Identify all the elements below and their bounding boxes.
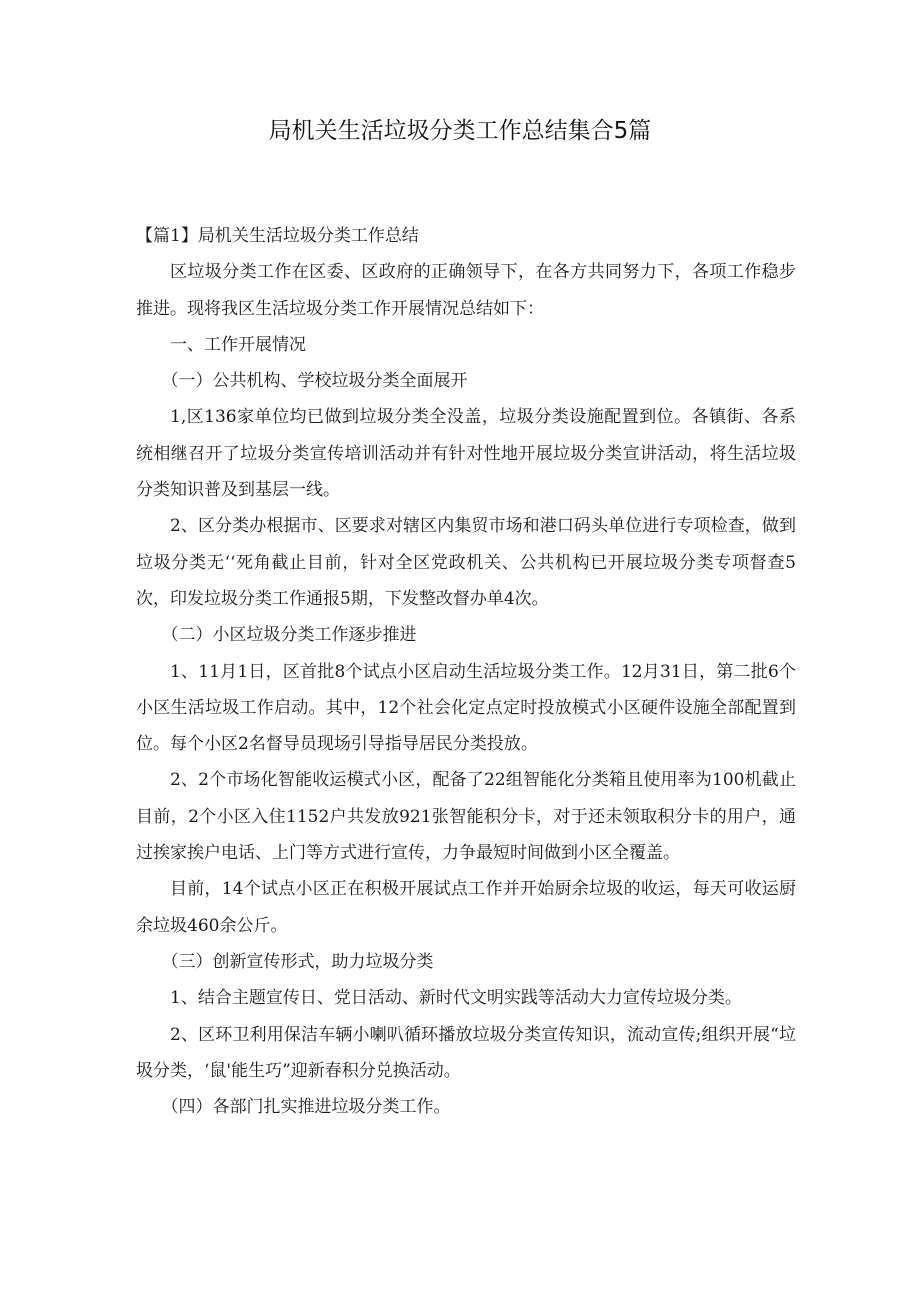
document-body <box>136 218 796 1125</box>
paragraph: 1、11月1日，区首批8个试点小区启动生活垃圾分类工作。12月31日，第二批6个小区生活垃圾工作启动。其中，12个社会化定点定时投放模式小区硬件设施全部配置到位。每个小区2名督导员现场引导指导居民分类投放。 <box>136 661 796 755</box>
document-title: 局机关生活垃圾分类工作总结集合5篇 <box>268 118 652 144</box>
paragraph: 2、区环卫利用保洁车辆小喇叭循环播放垃圾分类宣传知识，流动宣传;组织开展“垃圾分类，‘鼠'能生巧”迎新春积分兑换活动。 <box>136 1024 796 1081</box>
subheading: （三）创新宣传形式，助力垃圾分类 <box>161 951 434 972</box>
section-heading: 【篇1】局机关生活垃圾分类工作总结 <box>136 226 419 246</box>
subheading: （二）小区垃圾分类工作逐步推进 <box>161 625 417 646</box>
paragraph: 区垃圾分类工作在区委、区政府的正确领导下，在各方共同努力下，各项工作稳步推进。现将我区生活垃圾分类工作开展情况总结如下： <box>136 262 796 319</box>
subheading: 一、工作开展情况 <box>170 334 306 355</box>
paragraph: 目前，14个试点小区正在积极开展试点工作并开始厨余垃圾的收运，每天可收运厨余垃圾460余公斤。 <box>136 879 796 936</box>
paragraph: 1、结合主题宣传日、党日活动、新时代文明实践等活动大力宣传垃圾分类。 <box>170 988 742 1009</box>
paragraph: 1,区136家单位均已做到垃圾分类全没盖，垃圾分类设施配置到位。各镇街、各系统相继召开了垃圾分类宣传培训活动并有针对性地开展垃圾分类宣讲活动，将生活垃圾分类知识普及到基层一线。 <box>136 407 796 501</box>
paragraph: 2、2个市场化智能收运模式小区，配备了22组智能化分类箱且使用率为100机截止目前，2个小区入住1152户共发放921张智能积分卡，对于还未领取积分卡的用户，通过挨家挨户电话、上门等方式进行宣传，力争最短时间做到小区全覆盖。 <box>136 770 796 864</box>
paragraph: 2、区分类办根据市、区要求对辖区内集贸市场和港口码头单位进行专项检查，做到垃圾分类无‘‘死角截止目前，针对全区党政机关、公共机构已开展垃圾分类专项督查5次，印发垃圾分类工作通报5期，下发整改督办单4次。 <box>136 516 796 609</box>
subheading: （一）公共机构、学校垃圾分类全面展开 <box>161 371 468 392</box>
subheading: （四）各部门扎实推进垃圾分类工作。 <box>161 1097 451 1118</box>
